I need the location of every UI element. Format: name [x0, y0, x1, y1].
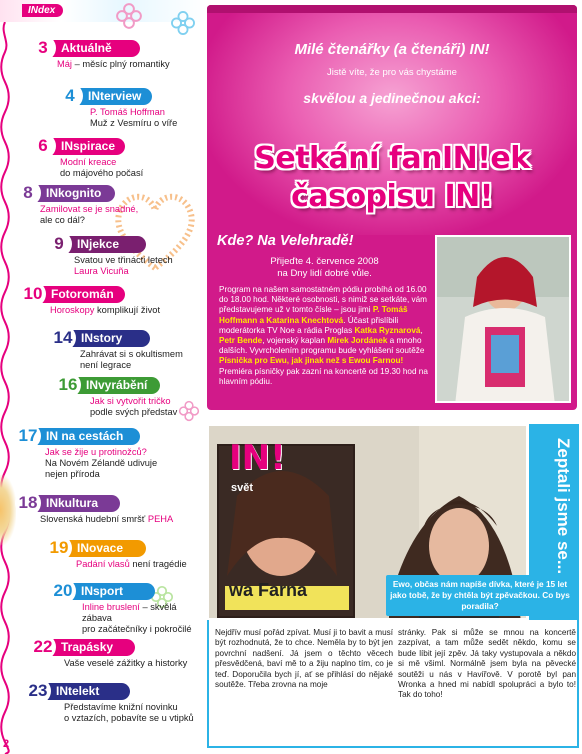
index-section-title[interactable]: INkultura — [30, 495, 120, 512]
index-page-number: 16 — [55, 372, 81, 398]
event-title-line1: Setkání fanIN!ek — [254, 141, 530, 176]
event-announcement — [207, 5, 577, 410]
event-date-line2: na Dny lidí dobré vůle. — [277, 268, 372, 279]
interview-answer-column-2: stránky. Pak si může se mnou na koncertě zazpívat, a tam může sedět někdo, komu se bude líbit její zpěv. Já taky vystupovala a někdo si mě všiml. Normálně jsem byla na pěvecké soutěži u nás v Havířově. V porotě byl pan Wronka a hned mi nabídl spolupráci a bylo to! Tak do toho! — [398, 628, 576, 700]
index-column — [0, 0, 205, 754]
page-number: 2 — [3, 738, 10, 750]
index-section-description: Jak se žije u protinožců? Na Novém Zélandě udivuje nejen příroda — [45, 447, 158, 479]
flower-icon — [115, 2, 143, 30]
index-tag: INdex — [22, 4, 63, 17]
event-salutation: Milé čtenářky (a čtenáři) IN! — [294, 41, 490, 58]
index-section-title[interactable]: Fotoromán — [35, 286, 125, 303]
index-page-number: 18 — [15, 490, 41, 516]
magazine-cover-name: wa Farna — [229, 580, 308, 600]
flower-icon — [178, 400, 200, 422]
index-page-number: 10 — [20, 281, 46, 307]
girl-in-costume-photo — [437, 237, 571, 403]
interview-question: Ewo, občas nám napíše dívka, které je 15 let jako tobě, že by chtěla být zpěvačkou. Co bys poradila? — [386, 575, 574, 616]
index-section-description: Zamilovat se je snadné, ale co dál? — [40, 204, 139, 225]
index-section-title[interactable]: INjekce — [61, 236, 146, 253]
index-section-title[interactable]: INterview — [72, 88, 152, 105]
index-page-number: 14 — [50, 325, 76, 351]
index-section-title[interactable]: INstory — [65, 330, 150, 347]
magazine-sublabel: svět — [231, 482, 254, 494]
event-date — [217, 256, 432, 280]
index-section-description: Horoskopy komplikují život — [50, 305, 161, 315]
index-page-number: 22 — [30, 634, 56, 660]
index-page-number: 17 — [15, 423, 41, 449]
index-section-description: Zahrávat si s okultismem není legrace — [80, 349, 183, 370]
event-title-line2: časopisu IN! — [291, 179, 493, 214]
event-photo — [435, 235, 571, 403]
index-section-title[interactable]: INsport — [65, 583, 155, 600]
index-section-description: Máj – měsíc plný romantiky — [57, 59, 170, 69]
index-section-title[interactable]: IN na cestách — [30, 428, 140, 445]
index-section-title[interactable]: INspirace — [45, 138, 125, 155]
index-section-description: Slovenská hudební smršť PEHA — [40, 514, 174, 524]
index-page-number: 9 — [46, 231, 72, 257]
event-intro: Jistě víte, že pro vás chystáme — [327, 67, 457, 78]
index-section-description: Představíme knižní novinku o vztazích, pobavíte se u vtipků — [64, 702, 194, 723]
index-section-description: Jak si vytvořit tričko podle svých představ — [90, 396, 178, 417]
index-section-title[interactable]: INovace — [61, 540, 146, 557]
squiggle-border-decoration — [0, 22, 10, 754]
event-lead: skvělou a jedinečnou akci: — [303, 90, 481, 106]
index-page-number: 23 — [25, 678, 51, 704]
event-body-text: Program na našem samostatném pódiu probíhá od 16.00 do 18.00 hod. Některé osobnosti, s nimiž se setkáte, vám představujeme už v tomto čísle – jsou jimi P. Tomáš Hoffmann a Katarina Knechtová. Účast přislíbili moderátorka TV Noe a rádia Proglas Katka Ryznarová, Petr Bende, vojenský kaplan Mirek Jordánek a mnoho dalších. Vyvrcholením programu bude vyhlášení soutěže Písnička pro Ewu, jak jinak než s Ewou Farnou! Premiéra písničky pak zazní na koncertě od 19.30 hod na hlavním pódiu. — [219, 285, 428, 386]
index-page-number: 20 — [50, 578, 76, 604]
magazine-logo: IN! — [229, 438, 286, 478]
index-page-number: 8 — [15, 180, 41, 206]
index-section-title[interactable]: INvyrábění — [70, 377, 160, 394]
index-section-description: Vaše veselé zážitky a historky — [64, 658, 188, 668]
event-date-line1: Přijeďte 4. července 2008 — [270, 256, 379, 267]
event-top-band — [207, 5, 577, 13]
index-section-title[interactable]: INkognito — [30, 185, 115, 202]
index-section-description: Padání vlasů není tragédie — [76, 559, 187, 569]
index-section-title[interactable]: INtelekt — [40, 683, 130, 700]
flower-icon — [170, 10, 196, 36]
index-page-number: 4 — [57, 83, 83, 109]
hair-photo-fragment — [0, 475, 16, 545]
index-page-number: 3 — [30, 35, 56, 61]
index-page-number: 19 — [46, 535, 72, 561]
interview-side-label: Zeptali jsme se... — [554, 438, 573, 575]
index-section-title[interactable]: Trapásky — [45, 639, 135, 656]
interview-answer-column-1: Nejdřív musí pořád zpívat. Musí ji to bavit a musí být rozhodnutá, že to chce. Neměla by to být jen povrchní nadšení. Já jsem o těchto věcech přesvědčená, baví mě to a žiju naplno tím, co je teď. Doporučila bych jí, ať se přihlásí do nějaké soutěže. Třeba zrovna na moje — [215, 628, 393, 690]
index-section-description: Inline bruslení – skvělá zábava pro začátečníky i pokročilé — [82, 602, 192, 634]
index-section-description: Modní kreace do májového počasí — [60, 157, 144, 178]
index-section-title[interactable]: Aktuálně — [45, 40, 140, 57]
index-section-description: P. Tomáš Hoffman Muž z Vesmíru o víře — [90, 107, 178, 128]
index-section-description: Svatou ve třinácti letech Laura Vicuña — [74, 255, 173, 276]
event-question: Kde? Na Velehradě! — [217, 233, 354, 249]
index-page-number: 6 — [30, 133, 56, 159]
